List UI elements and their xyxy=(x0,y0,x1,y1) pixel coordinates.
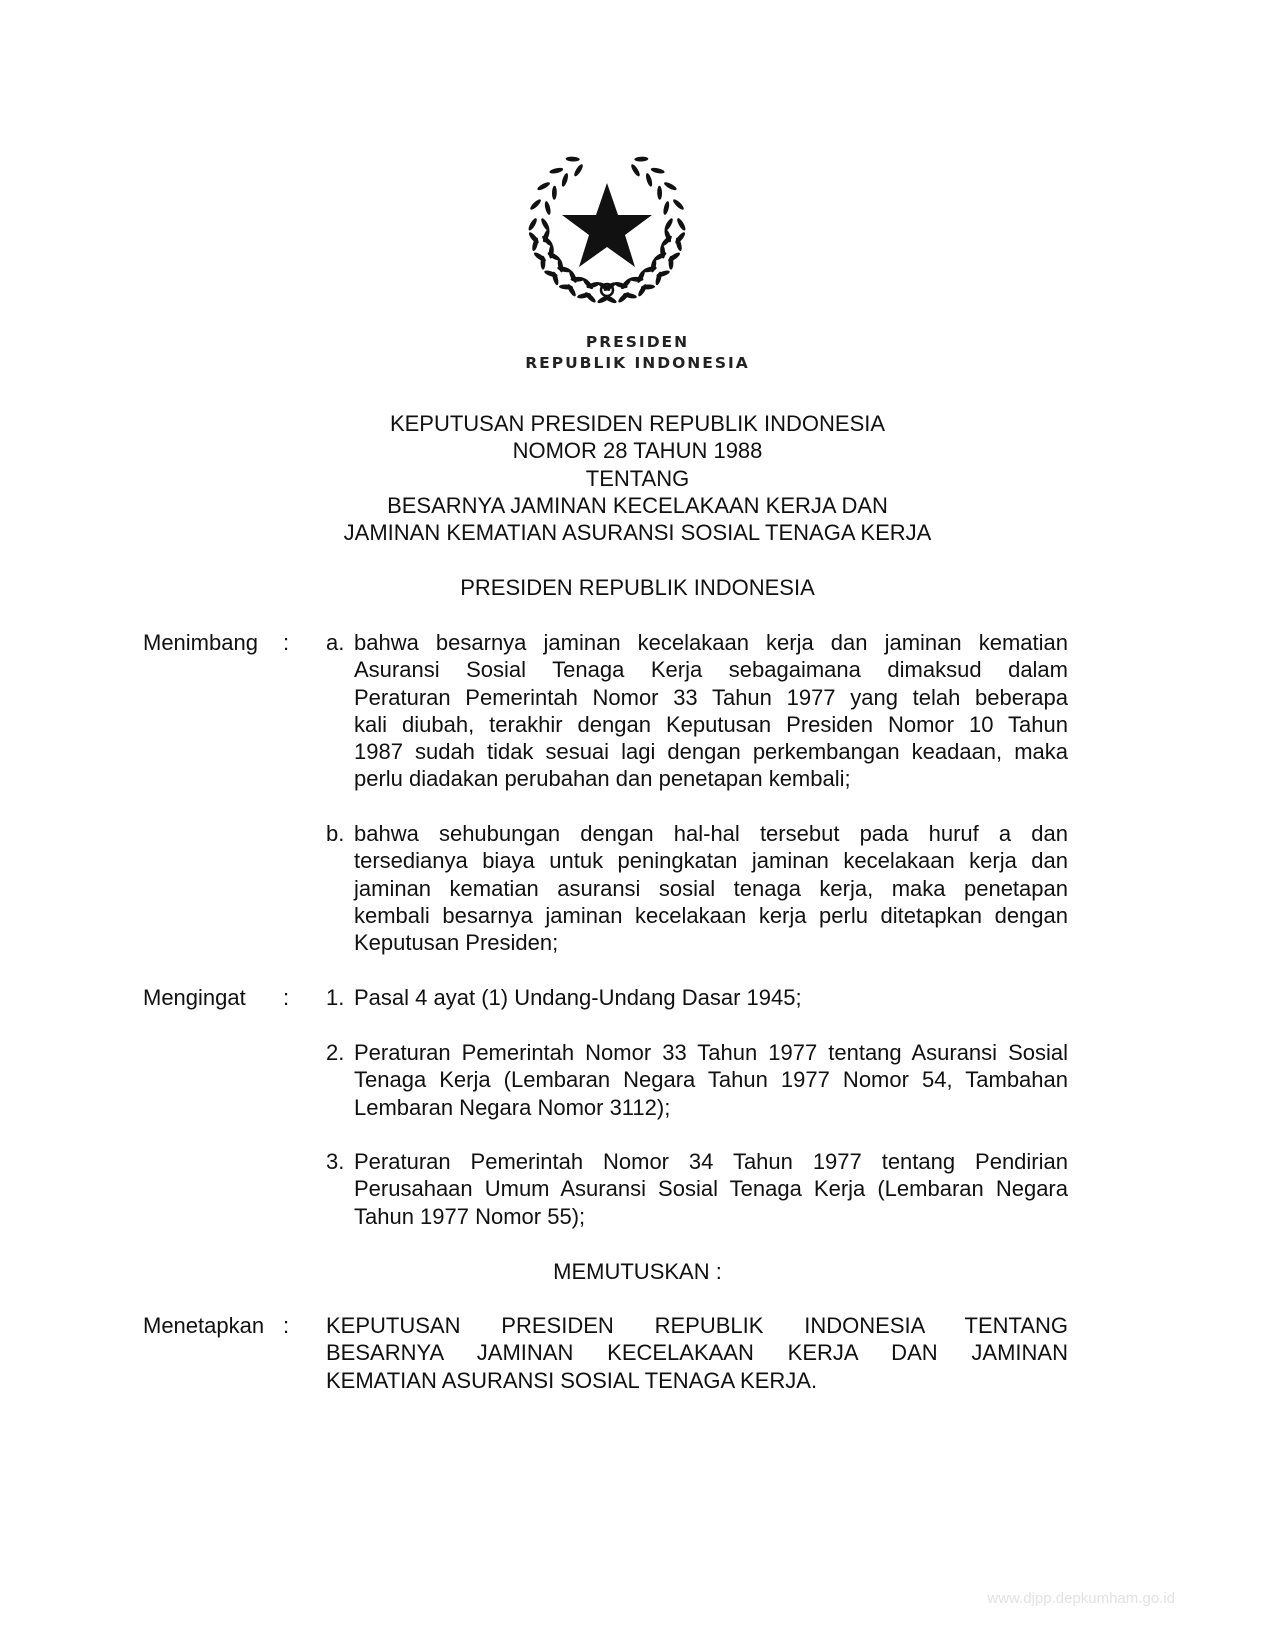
title-line: KEPUTUSAN PRESIDEN REPUBLIK INDONESIA xyxy=(389,411,886,436)
text-line: 1987 sudah tidak sesuai lagi dengan perkembangan keadaan, maka xyxy=(354,739,1068,765)
watermark: www.djpp.depkumham.go.id xyxy=(987,1590,1175,1607)
menetapkan-colon: : xyxy=(283,1313,290,1338)
wreath-leaf xyxy=(529,198,542,211)
text-line: bahwa besarnya jaminan kecelakaan kerja dan jaminan kematian xyxy=(354,630,1068,655)
text-line: Lembaran Negara Nomor 3112); xyxy=(354,1094,671,1120)
text-line: kembali besarnya jaminan kecelakaan kerja perlu ditetapkan dengan xyxy=(354,902,1068,928)
wreath-leaf xyxy=(547,251,562,262)
wreath-leaf xyxy=(573,163,585,177)
wreath-leaf xyxy=(663,181,678,192)
title-line: BESARNYA JAMINAN KECELAKAAN KERJA DAN xyxy=(387,492,888,518)
mengingat-colon: : xyxy=(283,985,290,1010)
mengingat-item-3 xyxy=(354,1148,1068,1230)
menimbang-item-a xyxy=(354,629,1068,793)
wreath-leaf xyxy=(650,167,665,175)
wreath-leaf xyxy=(657,186,662,200)
text-line: tersedianya biaya untuk peningkatan jaminan kecelakaan kerja dan xyxy=(354,848,1068,874)
menetapkan-label: Menetapkan xyxy=(143,1313,265,1338)
mengingat-label: Mengingat xyxy=(143,985,246,1010)
mengingat-item-1 xyxy=(354,984,1068,1011)
menetapkan-text xyxy=(326,1312,1068,1394)
text-line: Perusahaan Umum Asuransi Sosial Tenaga Kerja (Lembaran Negara xyxy=(354,1176,1068,1202)
text-line: Tahun 1977 Nomor 55); xyxy=(354,1203,586,1229)
text-line: Asuransi Sosial Tenaga Kerja sebagaimana dimaksud dalam xyxy=(354,657,1068,683)
heading: PRESIDEN REPUBLIK INDONESIA xyxy=(460,575,815,600)
text-line: Tenaga Kerja (Lembaran Negara Tahun 1977 Nomor 54, Tambahan xyxy=(354,1067,1068,1093)
wreath-leaf xyxy=(552,186,557,200)
text-line: Peraturan Pemerintah Nomor 33 Tahun 1977 yang telah beberapa xyxy=(354,684,1068,710)
wreath-leaf xyxy=(549,167,564,175)
title-line: NOMOR 28 TAHUN 1988 xyxy=(512,438,763,464)
menimbang-colon: : xyxy=(283,630,290,655)
text-line: kali diubah, terakhir dengan Keputusan Presiden Nomor 10 Tahun xyxy=(354,711,1068,737)
text-line: Pasal 4 ayat (1) Undang-Undang Dasar 1945; xyxy=(354,985,802,1010)
wreath-leaf xyxy=(630,163,642,177)
item-marker: 1. xyxy=(326,985,345,1010)
text-line: KEPUTUSAN PRESIDEN REPUBLIK INDONESIA TENTANG xyxy=(326,1313,1068,1338)
letterhead-line1: PRESIDEN xyxy=(585,333,690,351)
text-line: perlu diadakan perubahan dan penetapan kembali; xyxy=(354,766,851,792)
wreath-leaf xyxy=(663,217,674,232)
title-line: TENTANG xyxy=(585,465,690,491)
wreath-leaf xyxy=(566,156,580,161)
wreath-leaf xyxy=(536,181,551,192)
document-title xyxy=(0,410,1275,546)
wreath-leaf xyxy=(672,198,685,211)
wreath-leaf xyxy=(566,283,577,297)
item-marker: 3. xyxy=(326,1149,345,1174)
item-marker: 2. xyxy=(326,1040,345,1065)
letterhead-line2: REPUBLIK INDONESIA xyxy=(525,354,750,372)
wreath-leaf xyxy=(544,201,552,216)
wreath-leaf xyxy=(645,172,654,187)
wreath-leaf xyxy=(541,256,546,270)
text-line: Keputusan Presiden; xyxy=(354,930,559,956)
wreath-leaf xyxy=(676,217,687,231)
text-line: Peraturan Pemerintah Nomor 34 Tahun 1977 tentang Pendirian xyxy=(354,1149,1068,1174)
wreath-leaf xyxy=(634,156,648,161)
text-line: bahwa sehubungan dengan hal-hal tersebut pada huruf a dan xyxy=(354,821,1068,846)
star-icon xyxy=(562,183,652,267)
wreath-leaf xyxy=(636,269,647,284)
wreath-leaf xyxy=(667,251,681,263)
text-line: jaminan kematian asuransi sosial tenaga kerja, maka penetapan xyxy=(354,875,1068,901)
wreath-leaf xyxy=(540,217,551,232)
mengingat-item-2 xyxy=(354,1039,1068,1121)
menimbang-label: Menimbang xyxy=(143,630,258,655)
wreath-leaf xyxy=(527,217,538,231)
memutuskan-heading: MEMUTUSKAN : xyxy=(553,1259,722,1284)
title-line: JAMINAN KEMATIAN ASURANSI SOSIAL TENAGA KERJA xyxy=(343,520,932,546)
text-line: KEMATIAN ASURANSI SOSIAL TENAGA KERJA. xyxy=(326,1367,818,1393)
wreath-leaf xyxy=(662,201,670,216)
item-marker: a. xyxy=(326,630,345,655)
text-line: BESARNYA JAMINAN KECELAKAAN KERJA DAN JAMINAN xyxy=(326,1340,1068,1366)
wreath-leaf xyxy=(561,172,570,187)
presidential-emblem xyxy=(520,145,695,310)
menimbang-item-b xyxy=(354,820,1068,956)
item-marker: b. xyxy=(326,821,345,846)
text-line: Peraturan Pemerintah Nomor 33 Tahun 1977 tentang Asuransi Sosial xyxy=(354,1040,1068,1065)
